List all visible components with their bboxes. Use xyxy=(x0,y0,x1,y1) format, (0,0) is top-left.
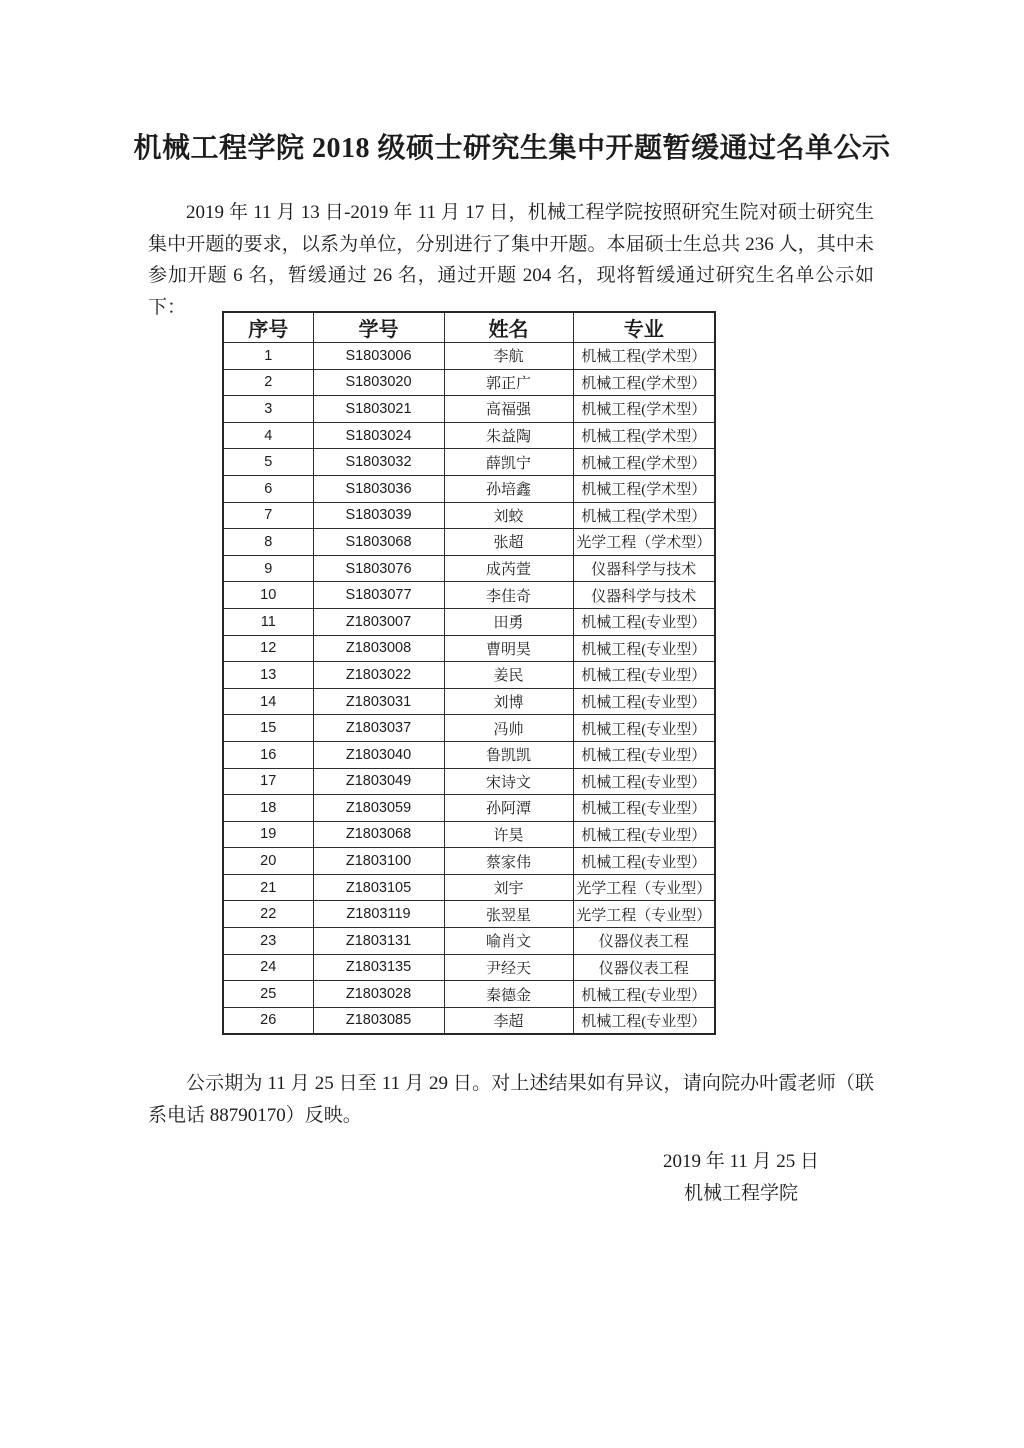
cell-student-id: S1803068 xyxy=(313,529,444,556)
table-row xyxy=(223,848,715,875)
cell-name: 成芮萱 xyxy=(444,555,573,582)
table-row xyxy=(223,555,715,582)
cell-major: 机械工程(学术型） xyxy=(573,343,715,370)
cell-name: 高福强 xyxy=(444,396,573,423)
table-row xyxy=(223,502,715,529)
table-row xyxy=(223,422,715,449)
cell-major: 机械工程(专业型） xyxy=(573,635,715,662)
cell-name: 蔡家伟 xyxy=(444,848,573,875)
header-major: 专业 xyxy=(573,312,715,343)
cell-student-id: Z1803028 xyxy=(313,981,444,1008)
cell-index: 21 xyxy=(223,874,313,901)
cell-major: 光学工程（学术型） xyxy=(573,529,715,556)
cell-index: 15 xyxy=(223,715,313,742)
table-row xyxy=(223,608,715,635)
cell-index: 18 xyxy=(223,795,313,822)
cell-student-id: Z1803105 xyxy=(313,874,444,901)
header-student-id: 学号 xyxy=(313,312,444,343)
cell-name: 田勇 xyxy=(444,608,573,635)
cell-major: 机械工程(专业型） xyxy=(573,1007,715,1034)
cell-student-id: S1803032 xyxy=(313,449,444,476)
page-title: 机械工程学院 2018 级硕士研究生集中开题暂缓通过名单公示 xyxy=(133,133,891,164)
cell-index: 5 xyxy=(223,449,313,476)
table-row xyxy=(223,768,715,795)
cell-student-id: Z1803037 xyxy=(313,715,444,742)
cell-student-id: Z1803040 xyxy=(313,741,444,768)
cell-name: 孙阿潭 xyxy=(444,795,573,822)
cell-name: 鲁凯凯 xyxy=(444,741,573,768)
cell-student-id: Z1803119 xyxy=(313,901,444,928)
cell-major: 机械工程(专业型） xyxy=(573,795,715,822)
cell-major: 机械工程(专业型） xyxy=(573,688,715,715)
cell-student-id: Z1803049 xyxy=(313,768,444,795)
cell-name: 郭正广 xyxy=(444,369,573,396)
cell-major: 仪器仪表工程 xyxy=(573,928,715,955)
cell-name: 许昊 xyxy=(444,821,573,848)
cell-student-id: S1803036 xyxy=(313,475,444,502)
cell-name: 朱益陶 xyxy=(444,422,573,449)
cell-student-id: S1803021 xyxy=(313,396,444,423)
cell-name: 宋诗文 xyxy=(444,768,573,795)
cell-index: 19 xyxy=(223,821,313,848)
cell-student-id: S1803077 xyxy=(313,582,444,609)
cell-major: 机械工程(学术型） xyxy=(573,369,715,396)
cell-major: 机械工程(专业型） xyxy=(573,608,715,635)
cell-student-id: Z1803085 xyxy=(313,1007,444,1034)
table-row xyxy=(223,981,715,1008)
cell-student-id: Z1803131 xyxy=(313,928,444,955)
student-table xyxy=(222,311,716,1035)
cell-index: 26 xyxy=(223,1007,313,1034)
cell-student-id: Z1803008 xyxy=(313,635,444,662)
cell-major: 机械工程(专业型） xyxy=(573,981,715,1008)
table-row xyxy=(223,954,715,981)
table-row xyxy=(223,1007,715,1034)
cell-name: 尹经天 xyxy=(444,954,573,981)
table-row xyxy=(223,795,715,822)
intro-paragraph: 2019 年 11 月 13 日-2019 年 11 月 17 日，机械工程学院按照研究生院对硕士研究生集中开题的要求，以系为单位，分别进行了集中开题。本届硕士生总共 236 人，其中未参加开题 6 名，暂缓通过 26 名，通过开题 204 名，现将暂缓通过研究生名单公示如下： xyxy=(148,202,874,318)
cell-student-id: Z1803100 xyxy=(313,848,444,875)
cell-index: 1 xyxy=(223,343,313,370)
cell-index: 23 xyxy=(223,928,313,955)
cell-index: 22 xyxy=(223,901,313,928)
cell-index: 4 xyxy=(223,422,313,449)
cell-index: 11 xyxy=(223,608,313,635)
cell-index: 8 xyxy=(223,529,313,556)
table-row xyxy=(223,475,715,502)
cell-major: 光学工程（专业型） xyxy=(573,874,715,901)
cell-major: 机械工程(学术型） xyxy=(573,502,715,529)
cell-major: 机械工程(专业型） xyxy=(573,715,715,742)
table-row xyxy=(223,343,715,370)
cell-index: 2 xyxy=(223,369,313,396)
cell-major: 机械工程(学术型） xyxy=(573,396,715,423)
cell-student-id: S1803020 xyxy=(313,369,444,396)
cell-index: 10 xyxy=(223,582,313,609)
cell-major: 仪器科学与技术 xyxy=(573,555,715,582)
cell-major: 机械工程(学术型） xyxy=(573,449,715,476)
cell-student-id: S1803024 xyxy=(313,422,444,449)
signature-organization: 机械工程学院 xyxy=(683,1183,798,1204)
cell-student-id: Z1803059 xyxy=(313,795,444,822)
cell-student-id: Z1803022 xyxy=(313,662,444,689)
table-row xyxy=(223,449,715,476)
cell-index: 24 xyxy=(223,954,313,981)
table-row xyxy=(223,901,715,928)
cell-major: 机械工程(专业型） xyxy=(573,821,715,848)
cell-index: 13 xyxy=(223,662,313,689)
cell-name: 冯帅 xyxy=(444,715,573,742)
cell-student-id: Z1803007 xyxy=(313,608,444,635)
cell-major: 仪器科学与技术 xyxy=(573,582,715,609)
cell-student-id: S1803039 xyxy=(313,502,444,529)
table-body xyxy=(223,343,715,1034)
cell-name: 薛凯宁 xyxy=(444,449,573,476)
cell-major: 机械工程(专业型） xyxy=(573,741,715,768)
cell-major: 机械工程(学术型） xyxy=(573,422,715,449)
table-row xyxy=(223,529,715,556)
cell-student-id: S1803076 xyxy=(313,555,444,582)
cell-major: 仪器仪表工程 xyxy=(573,954,715,981)
header-name: 姓名 xyxy=(444,312,573,343)
cell-major: 机械工程(专业型） xyxy=(573,768,715,795)
cell-name: 孙培鑫 xyxy=(444,475,573,502)
cell-name: 秦德金 xyxy=(444,981,573,1008)
table-row xyxy=(223,369,715,396)
table-row xyxy=(223,688,715,715)
cell-index: 16 xyxy=(223,741,313,768)
cell-name: 刘蛟 xyxy=(444,502,573,529)
cell-name: 李航 xyxy=(444,343,573,370)
closing-paragraph: 公示期为 11 月 25 日至 11 月 29 日。对上述结果如有异议，请向院办叶霞老师（联系电话 88790170）反映。 xyxy=(148,1073,874,1126)
cell-index: 7 xyxy=(223,502,313,529)
cell-name: 张翌星 xyxy=(444,901,573,928)
cell-name: 张超 xyxy=(444,529,573,556)
table-row xyxy=(223,715,715,742)
cell-index: 17 xyxy=(223,768,313,795)
table-row xyxy=(223,821,715,848)
table-row xyxy=(223,741,715,768)
cell-index: 12 xyxy=(223,635,313,662)
cell-student-id: Z1803031 xyxy=(313,688,444,715)
cell-name: 喻肖文 xyxy=(444,928,573,955)
cell-major: 机械工程(专业型） xyxy=(573,848,715,875)
table-row xyxy=(223,662,715,689)
cell-index: 9 xyxy=(223,555,313,582)
cell-index: 25 xyxy=(223,981,313,1008)
signature-block xyxy=(641,1146,841,1210)
cell-major: 机械工程(专业型） xyxy=(573,662,715,689)
cell-name: 李超 xyxy=(444,1007,573,1034)
cell-major: 光学工程（专业型） xyxy=(573,901,715,928)
cell-index: 20 xyxy=(223,848,313,875)
cell-name: 刘宇 xyxy=(444,874,573,901)
cell-index: 3 xyxy=(223,396,313,423)
cell-name: 曹明昊 xyxy=(444,635,573,662)
cell-student-id: S1803006 xyxy=(313,343,444,370)
cell-name: 李佳奇 xyxy=(444,582,573,609)
table-row xyxy=(223,396,715,423)
cell-major: 机械工程(学术型） xyxy=(573,475,715,502)
cell-student-id: Z1803135 xyxy=(313,954,444,981)
cell-student-id: Z1803068 xyxy=(313,821,444,848)
cell-index: 14 xyxy=(223,688,313,715)
table-row xyxy=(223,874,715,901)
table-row xyxy=(223,928,715,955)
table-row xyxy=(223,635,715,662)
cell-index: 6 xyxy=(223,475,313,502)
cell-name: 姜民 xyxy=(444,662,573,689)
table-row xyxy=(223,582,715,609)
table-header-row xyxy=(223,312,715,343)
student-table-container xyxy=(222,311,716,1035)
cell-name: 刘博 xyxy=(444,688,573,715)
signature-date: 2019 年 11 月 25 日 xyxy=(662,1151,820,1172)
header-index: 序号 xyxy=(223,312,313,343)
